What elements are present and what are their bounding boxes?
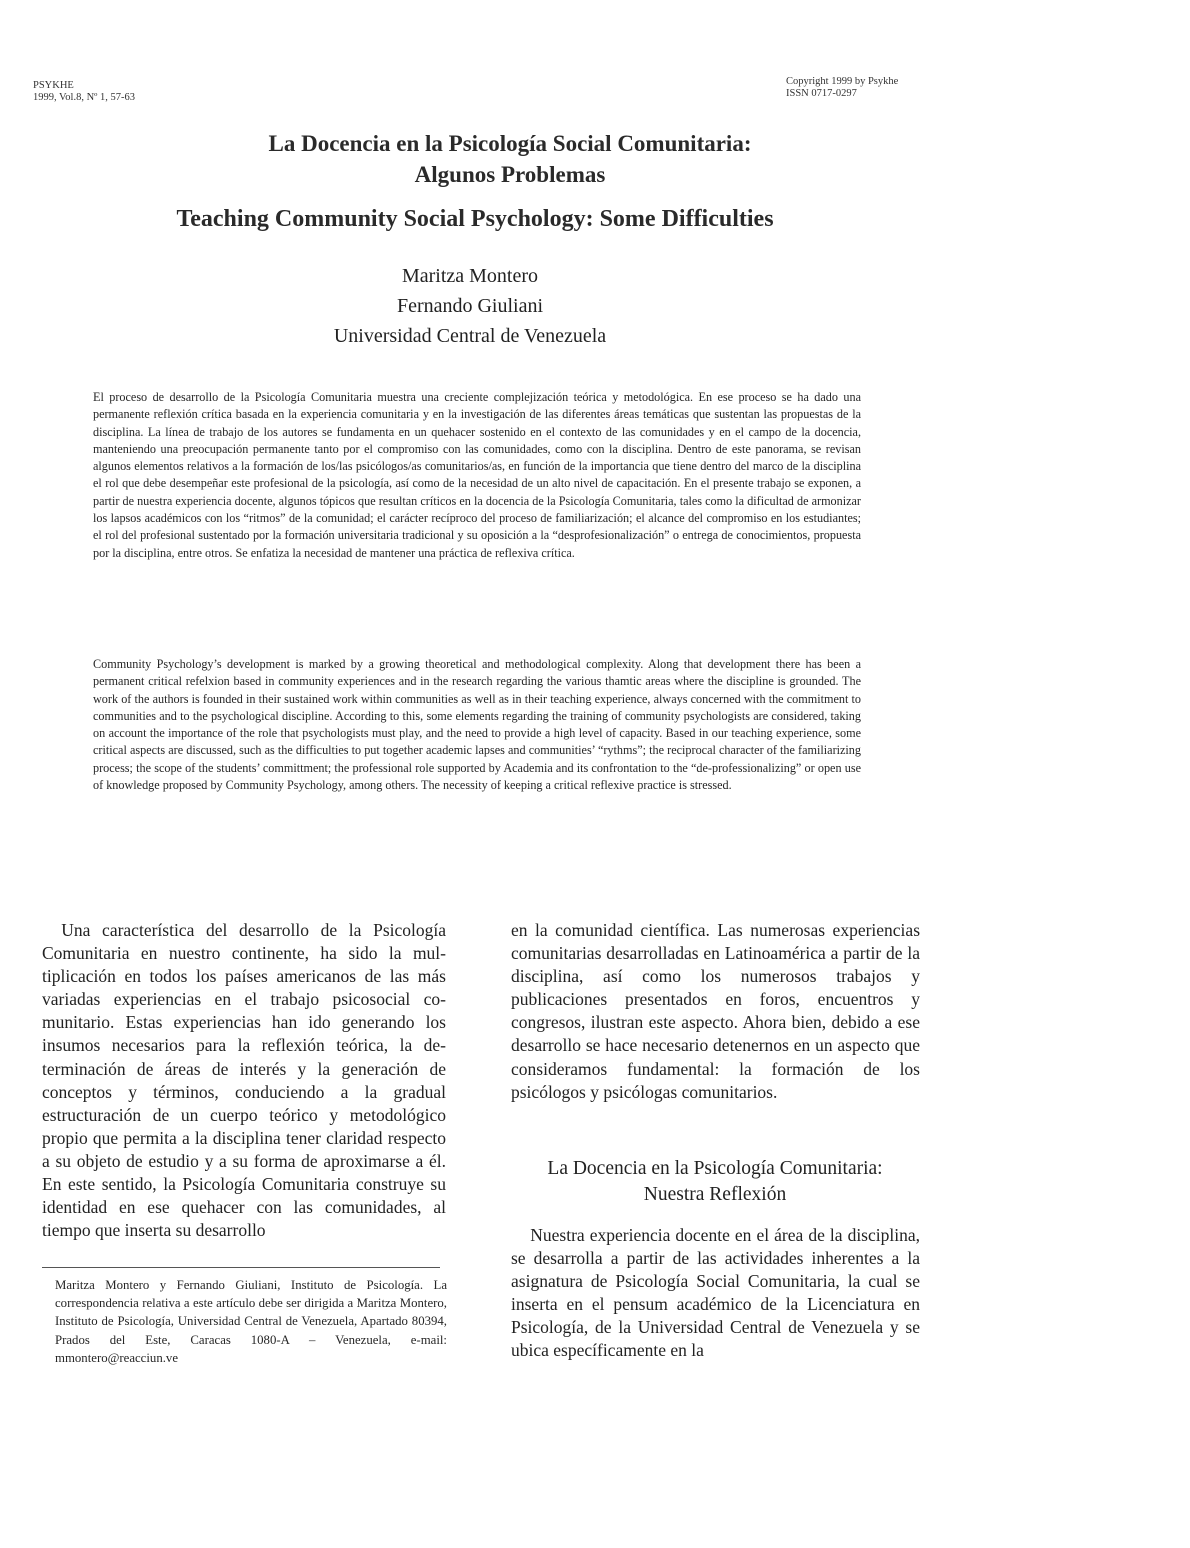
journal-volume: 1999, Vol.8, Nº 1, 57-63 xyxy=(33,92,136,103)
title-spanish-line2: Algunos Problemas xyxy=(414,162,606,187)
abstract-spanish xyxy=(93,389,861,562)
issn: ISSN 0717-0297 xyxy=(786,88,857,99)
body-paragraph-3: Nuestra experiencia docente en el área de la disciplina, se desarrolla a partir de las actividades inherentes a la asignatura de Psicología Social Comunitaria, la cual se inserta en el pensum académico de la Licenciatura en Psicología, de la Universidad Central de Venezuela y se ubica específicamente en la xyxy=(511,1225,920,1361)
copyright-header xyxy=(786,76,898,100)
body-right-column xyxy=(511,919,920,1104)
body-paragraph-2: en la comunidad científica. Las numerosas experiencias comunitarias desarrolladas en Latinoamérica a partir de la disciplina, así como los numerosos trabajos y publicaciones presentados en foros, encuentros y congresos, ilustran este aspecto. Ahora bien, debido a ese desarrollo se hace necesario detenernos en un aspecto que consideramos fundamental: la formación de los psicólogos y psicólogas comunitarios. xyxy=(511,920,920,1102)
copyright-notice: Copyright 1999 by Psykhe xyxy=(786,76,899,87)
body-left-column xyxy=(42,919,446,1242)
abstract-english-text: Community Psychology’s development is marked by a growing theoretical and methodological complexity. Along that development there has been a permanent critical refelxion based in community experiences and in the research regarding the various thamtic areas where the discipline is grounded. The work of the authors is founded in their sustained work within communities as well as in their teaching experience, always concerned with the commitment to communities and to the psychological discipline. According to this, some elements regarding the training of community psychologists are considered, taking on account the importance of the role that psychologists must play, and the need to provide a high level of capacity. Based in our teaching experience, some critical aspects are discussed, such as the difficulties to put together academic lapses and communities’ “rythms”; the reciprocal character of the familiarizing process; the scope of the students’ committment; the professional role supported by Academia and its confrontation to the “de-professionalizing” or open use of knowledge proposed by Community Psychology, among others. The necessity of keeping a critical reflexive practice is stressed. xyxy=(93,657,861,793)
affiliation: Universidad Central de Venezuela xyxy=(333,325,607,347)
section-heading xyxy=(505,1156,925,1208)
footnote xyxy=(55,1276,447,1367)
abstract-spanish-text: El proceso de desarrollo de la Psicología Comunitaria muestra una creciente complejización teórica y metodológica. En ese proceso se ha dado una permanente reflexión crítica basada en la experiencia comunitaria y en la investigación de las diferentes áreas temáticas que sustentan las propuestas de la disciplina. La línea de trabajo de los autores se fundamenta en un quehacer sostenido en el contexto de las comunidades y en el campo de la docencia, manteniendo una preocupación permanente tanto por el compromiso con las comunidades, como con la disciplina. Dentro de este panorama, se revisan algunos elementos relativos a la formación de los/las psicólogos/as comunitarios/as, en función de la importancia que tiene dentro del marco de la disciplina el rol que debe desempeñar este profesional de la psicología, así como de la necesidad de un alto nivel de capacitación. En el presente trabajo se exponen, a partir de nuestra experiencia docente, algunos tópicos que resultan críticos en la docencia de la Psicología Comunitaria, tales como la dificultad de armonizar los lapsos académicos con los “ritmos” de la comunidad; el carácter recíproco del proceso de familiarización; el alcance del compromiso en los estudiantes; el rol del profesional sustentado por la formación universitaria tradicional y su oposición a la “desprofesionalización” o entrega de conocimientos, propuesta por la disciplina, entre otros. Se enfatiza la necesidad de mantener una práctica de reflexiva crítica. xyxy=(93,390,861,560)
author-2: Fernando Giuliani xyxy=(396,295,544,317)
body-right-column-2 xyxy=(511,1224,920,1363)
footnote-text: Maritza Montero y Fernando Giuliani, Instituto de Psicología. La correspondencia relativa a este artículo debe ser dirigida a Maritza Montero, Instituto de Psicología, Universidad Central de Venezuela, Apartado 80394, Prados del Este, Caracas 1080-A – Venezuela, e-mail: mmontero@reacciun.ve xyxy=(55,1278,447,1365)
section-heading-line2: Nuestra Reflexión xyxy=(643,1184,787,1205)
title-spanish-line1: La Docencia en la Psicología Social Comunitaria: xyxy=(268,131,752,156)
title-english: Teaching Community Social Psychology: Some Difficulties xyxy=(176,206,774,232)
abstract-english xyxy=(93,656,861,794)
section-heading-line1: La Docencia en la Psicología Comunitaria: xyxy=(547,1158,883,1179)
authors-block xyxy=(260,261,680,351)
author-1: Maritza Montero xyxy=(401,265,539,287)
body-paragraph-1: Una característica del desarrollo de la Psicología Comunitaria en nuestro continente, ha sido la multiplicación en todos los países americanos de las más variadas experiencias en el trabajo psicosocial comunitario. Estas experiencias han ido generando los insumos necesarios para la reflexión teórica, la determinación de áreas de interés y la generación de conceptos y términos, conduciendo a la gradual estructuración de un cuerpo teórico y metodológico propio que permita a la disciplina tener claridad respecto a su objeto de estudio y a su forma de aproximarse a él. En este sentido, la Psicología Comunitaria construye su identidad en ese quehacer con las comunidades, al tiempo que inserta su desarrollo xyxy=(42,920,446,1241)
footnote-rule xyxy=(42,1267,440,1268)
journal-name: PSYKHE xyxy=(33,80,74,91)
journal-header xyxy=(33,80,135,104)
title-spanish xyxy=(60,128,960,190)
